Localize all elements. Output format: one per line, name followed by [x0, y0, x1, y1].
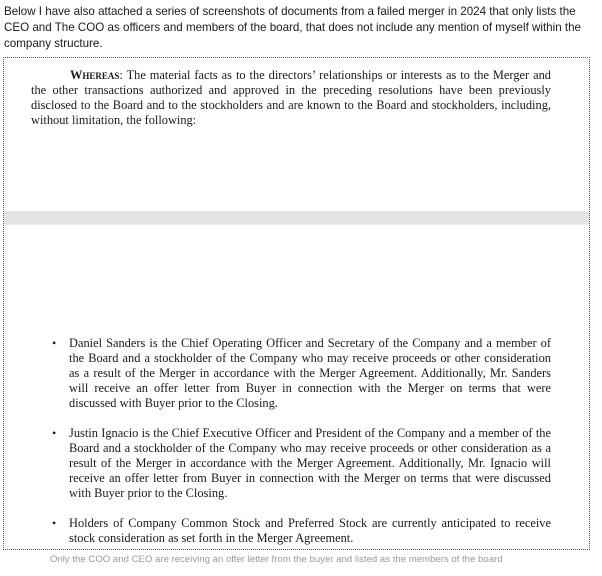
bullet-text: Holders of Company Common Stock and Preferred Stock are currently anticipated to receive stock consideration as set forth in the Merger Agreement.	[69, 516, 551, 545]
whereas-paragraph	[31, 68, 551, 128]
bullet-icon: •	[52, 336, 57, 350]
whereas-lead: Whereas	[70, 68, 120, 82]
document-screenshot-frame	[3, 57, 590, 550]
whereas-body: : The material facts as to the directors’ relationships or interests as to the Merger and the other transactions authorized and approved in the preceding resolutions have been previously disclosed to the Board and to the stockholders and are known to the Board and stockholders, including, without limitation, the following:	[31, 68, 551, 127]
bullet-icon: •	[52, 426, 57, 440]
list-item	[52, 426, 551, 501]
officer-list	[4, 336, 589, 561]
list-item	[52, 336, 551, 411]
image-caption: Only the COO and CEO are receiving an offer letter from the buyer and listed as the members of the board	[50, 554, 503, 565]
bullet-icon: •	[52, 516, 57, 530]
bullet-text: Daniel Sanders is the Chief Operating Officer and Secretary of the Company and a member of the Board and a stockholder of the Company who may receive proceeds or other consideration as a result of the Merger in accordance with the Merger Agreement. Additionally, Mr. Sanders will receive an offer letter from Buyer in connection with the Merger on terms that were discussed with Buyer prior to the Closing.	[69, 336, 551, 410]
screenshot-separator	[4, 211, 589, 225]
list-item	[52, 516, 551, 546]
bullet-text: Justin Ignacio is the Chief Executive Officer and President of the Company and a member of the Board and a stockholder of the Company who may receive proceeds or other consideration as a result of the Merger in accordance with the Merger Agreement. Additionally, Mr. Ignacio will receive an offer letter from Buyer in connection with the Merger on terms that were discussed with Buyer prior to the Closing.	[69, 426, 551, 500]
intro-message: Below I have also attached a series of screenshots of documents from a failed merger in 2024 that only lists the CEO and The COO as officers and members of the board, that does not include any mention of myself within the company structure.	[4, 5, 581, 50]
